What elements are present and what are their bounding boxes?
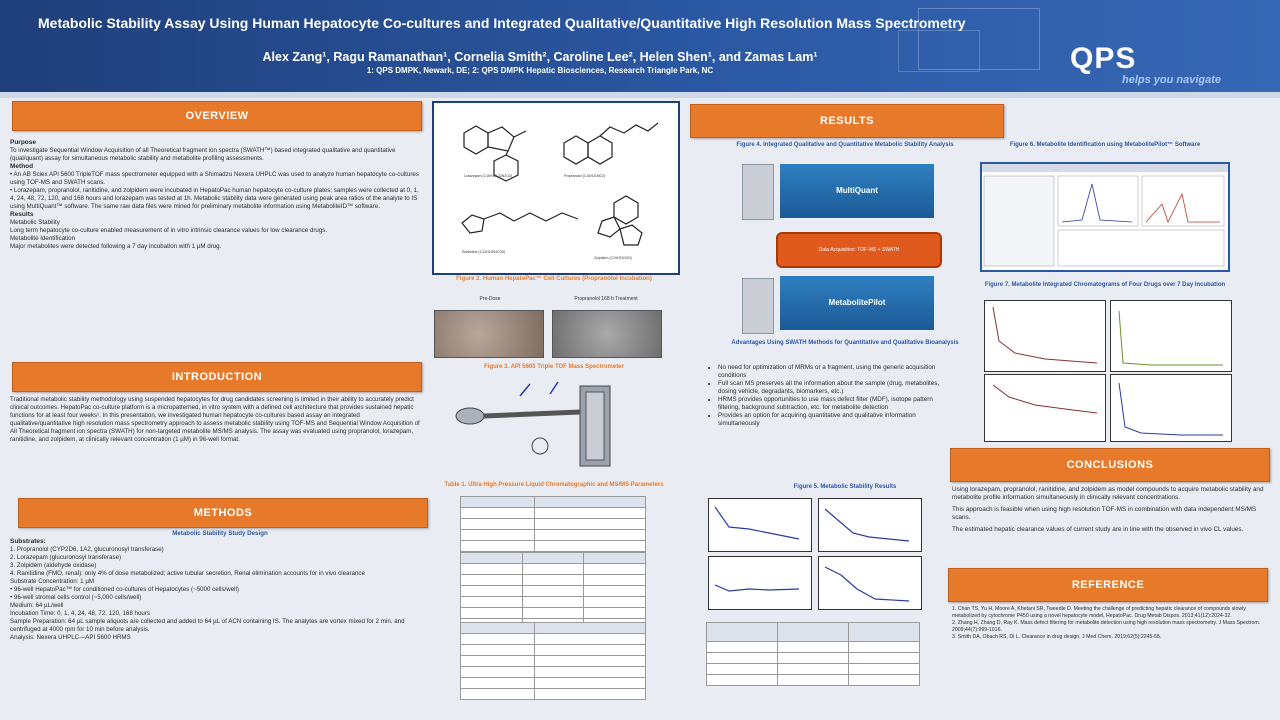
chromatogram-plot-3 — [984, 374, 1106, 442]
reference-list — [952, 606, 1266, 641]
system-text-1: • 96-well HepatoPac™ for conditioned co-cultures of Hepatocytes (~5000 cells/well) — [10, 586, 239, 593]
uhplc-parameters-table — [460, 496, 646, 552]
reference-banner: REFERENCE — [948, 568, 1268, 602]
conclusion-paragraph: The estimated hepatic clearance values of current study are in line with the observed in vivo CL values. — [952, 526, 1244, 533]
ms-parameters-table — [460, 622, 646, 700]
advantage-item: • Full scan MS preserves all the information about the sample (drug, metabolites, dosing vehicle, degradants, biomarkers, etc.) — [718, 380, 942, 396]
figure3-caption: Figure 3. API 5600 Triple TOF Mass Spectrometer — [484, 364, 624, 370]
substrate-item: 4. Ranitidine (FMO, renal): only 4% of dose metabolized; active tubular secretion, Renal elimination accounts for in vivo clearance — [10, 570, 365, 577]
acquisition-panel: Data Acquisition: TOF-MS + SWATH — [776, 232, 942, 268]
advantage-item: • HRMS provides opportunities to use mass defect filter (MDF), isotope pattern filtering, background subtraction, etc. for metabolite detection — [718, 396, 942, 412]
medium-text: Medium: 64 µL/well — [10, 602, 64, 609]
predose-label: Pre-Dose — [479, 296, 501, 302]
metabolitepilot-panel — [780, 276, 934, 330]
advantage-item: • No need for optimization of MRMs or a fragment, using the generic acquisition conditions — [718, 364, 942, 380]
chemical-structures-drawing — [434, 103, 678, 273]
lc-gradient-table — [460, 552, 646, 630]
chemical-structures-figure — [432, 101, 680, 275]
poster-authors: Alex Zang¹, Ragu Ramanathan¹, Cornelia Smith², Caroline Lee², Helen Shen¹, and Zamas Lam¹ — [262, 50, 818, 64]
svg-text:Lorazepam (C15H10Cl2N2O2): Lorazepam (C15H10Cl2N2O2) — [464, 174, 513, 178]
figure5-caption: Figure 5. Metabolic Stability Results — [793, 484, 897, 490]
results-text-3: Metabolite Identification — [10, 235, 76, 242]
data-file-icon — [742, 278, 774, 334]
results-text-4: Major metabolites were detected following a 7 day incubation with 1 µM drug. — [10, 243, 222, 250]
multiquant-label: MultiQuant — [836, 186, 878, 195]
advantages-list — [708, 364, 942, 428]
substrate-item: 3. Zolpidem (aldehyde oxidase) — [10, 562, 97, 569]
figure7-caption: Figure 7. Metabolite Integrated Chromatograms of Four Drugs over 7 Day Incubation — [984, 282, 1226, 288]
conclusion-paragraph: Using lorazepam, propranolol, ranitidine, and zolpidem as model compounds to acquire metabolic stability and metabolite profile information simultaneously in clinically relevant concentrations. — [952, 486, 1264, 501]
analysis-text: Analysis: Nexera UHPLC—API 5600 HRMS — [10, 634, 131, 641]
advantage-item: • Provides an option for acquiring quantitative and qualitative information simultaneously — [718, 412, 942, 428]
chromatogram-plot-2 — [1110, 300, 1232, 372]
data-file-icon — [742, 164, 774, 220]
purpose-heading: Purpose — [10, 139, 37, 146]
stability-plot-lorazepam — [708, 498, 812, 552]
reference-item: 1. Chan TS, Yu H, Moore A, Khetani SR, Tweedie D. Meeting the challenge of predicting hepatic clearance of compounds slowly metabolized by cytochrome P450 using a novel hepatocyte model, HepatoPac. Drug Metab Dispos. 2013;41(12):2024-32. — [952, 606, 1246, 619]
chromatogram-plot-4 — [1110, 374, 1232, 442]
mass-spectrometer-illustration — [440, 376, 660, 476]
concentration-text: Substrate Concentration: 1 µM — [10, 578, 95, 585]
stability-plot-ranitidine — [708, 556, 812, 610]
conclusions-section — [952, 486, 1266, 534]
timepoints-text: Incubation Time: 0, 1, 4, 24, 48, 72, 120, 168 hours — [10, 610, 151, 617]
overview-section — [10, 139, 420, 251]
poster-header — [0, 0, 1280, 92]
figure6-caption: Figure 6. Metabolite Identification using MetabolitePilot™ Software — [1009, 142, 1201, 148]
overview-banner: OVERVIEW — [12, 101, 422, 131]
header-divider — [0, 92, 1280, 98]
reference-item: 3. Smith DA, Obach RS, Di L. Clearance in drug design. J Med Chem. 2019;62(5):2245-55. — [952, 634, 1162, 640]
qps-logo: QPS — [1070, 42, 1137, 75]
conclusions-banner: CONCLUSIONS — [950, 448, 1270, 482]
figure2-caption: Figure 2. Human HepatoPac™ Cell Cultures (Propranolol Incubation) — [456, 276, 652, 282]
results-banner: RESULTS — [690, 104, 1004, 138]
qps-tagline: helps you navigate — [1122, 74, 1222, 86]
poster-affiliations: 1: QPS DMPK, Newark, DE; 2: QPS DMPK Hepatic Biosciences, Research Triangle Park, NC — [366, 66, 714, 75]
sample-prep-text: Sample Preparation: 64 µL sample aliquots are collected and added to 64 µL of ACN containing IS. The analytes are vortex mixed for 2 min. and centrifuged at 4000 rpm for 10 min before analysis. — [10, 618, 405, 633]
table1-caption: Table 1. Ultra High Pressure Liquid Chromatographic and MS/MS Parameters — [444, 482, 664, 488]
chromatogram-plot-1 — [984, 300, 1106, 372]
advantages-caption: Advantages Using SWATH Methods for Quantitative and Qualitative Bioanalysis — [731, 340, 959, 346]
purpose-text: To investigate Sequential Window Acquisition of all Theoretical fragment ion spectra (SWATH™) based integrated qualitative and quantitative (qual/quant) assay for simultaneous metabolic stability and metabolite profiling assessments. — [10, 147, 396, 162]
stability-plot-propranolol — [818, 498, 922, 552]
clearance-table — [706, 622, 920, 686]
multiquant-panel — [780, 164, 934, 218]
figure4-caption: Figure 4. Integrated Qualitative and Quantitative Metabolic Stability Analysis — [736, 142, 954, 148]
system-text-2: • 96-well stromal cells control (~5,000 cells/well) — [10, 594, 142, 601]
reference-item: 2. Zhang H, Zhang D, Ray K. Mass defect filtering for metabolite detection using high resolution mass spectrometry. J Mass Spectrom. 2009;44(7):999-1016. — [952, 620, 1261, 633]
svg-text:Zolpidem (C19H21N3O): Zolpidem (C19H21N3O) — [594, 256, 632, 260]
method-heading: Method — [10, 163, 34, 170]
method-text-1: • An AB Sciex API 5600 TripleTOF mass spectrometer equipped with a Shimadzu Nexera UHPLC was used to analyze human hepatocyte co-cultures using TOF-MS and SWATH scans. — [10, 171, 419, 186]
methods-subheading: Metabolic Stability Study Design — [172, 530, 268, 537]
substrates-heading: Substrates: — [10, 538, 46, 545]
stability-plot-zolpidem — [818, 556, 922, 610]
results-heading: Results — [10, 211, 34, 218]
predose-micrograph — [434, 310, 544, 358]
results-text-1: Metabolic Stability — [10, 219, 60, 226]
conclusion-paragraph: This approach is feasible when using high resolution TOF-MS in combination with data independent MS/MS scans. — [952, 506, 1257, 521]
introduction-banner: INTRODUCTION — [12, 362, 422, 392]
svg-text:Ranitidine (C13H22N4O3S): Ranitidine (C13H22N4O3S) — [462, 250, 506, 254]
posttreatment-micrograph — [552, 310, 662, 358]
method-text-2: • Lorazepam, propranolol, ranitidine, and zolpidem were incubated in HepatoPac human hepatocyte co-culture plates; samples were collected at 0, 1, 4, 24, 48, 72, 120, and 168 hours and lorazepam was tested at 1h. Metabolic stability data were generated using peak area ratios of the analyte to IS using MultiQuant™ software. The same raw data files were mined for preliminary metabolite information using MetaboliteID™ software. — [10, 187, 419, 210]
poster-title: Metabolic Stability Assay Using Human Hepatocyte Co-cultures and Integrated Qualitative/Quantitative High Resolution Mass Spectrometry — [38, 15, 966, 31]
svg-text:Propranolol (C16H21NO2): Propranolol (C16H21NO2) — [564, 174, 606, 178]
results-text-2: Long term hepatocyte co-culture enabled measurement of in vitro intrinsic clearance values for low clearance drugs. — [10, 227, 328, 234]
methods-banner: METHODS — [18, 498, 428, 528]
methods-section — [10, 530, 430, 642]
metabolitepilot-label: MetabolitePilot — [828, 298, 886, 307]
introduction-text: Traditional metabolic stability methodology using suspended hepatocytes for drug candidates screening is limited in their ability to accurately predict clinical outcomes. HepatoPac co-culture platform is a micropatterned, in vitro system with a defined cell architecture that provides sustained hepatic functions for at least four weeks¹. In this presentation, we investigated human hepatocyte co-cultures based assay an integrated qualitative/quantitative high resolution mass spectrometry approach to assess metabolic stability using TOF-MS and Sequential Window Acquisition of All Theoretical fragment ion spectra (SWATH) for non-targeted metabolite MS/MS analysis. The assay was evaluated using propranolol, lorazepam, ranitidine, and zolpidem, at clinically relevant concentration (1 µM) in 96-well format. — [10, 396, 420, 443]
postdose-label: Propranolol 168 h Treatment — [574, 296, 638, 302]
substrate-item: 2. Lorazepam (glucuronosyl transferase) — [10, 554, 122, 561]
metabolitepilot-screenshot — [980, 162, 1230, 272]
substrate-item: 1. Propranolol (CYP2D6, 1A2, glucuronosyl transferase) — [10, 546, 164, 553]
